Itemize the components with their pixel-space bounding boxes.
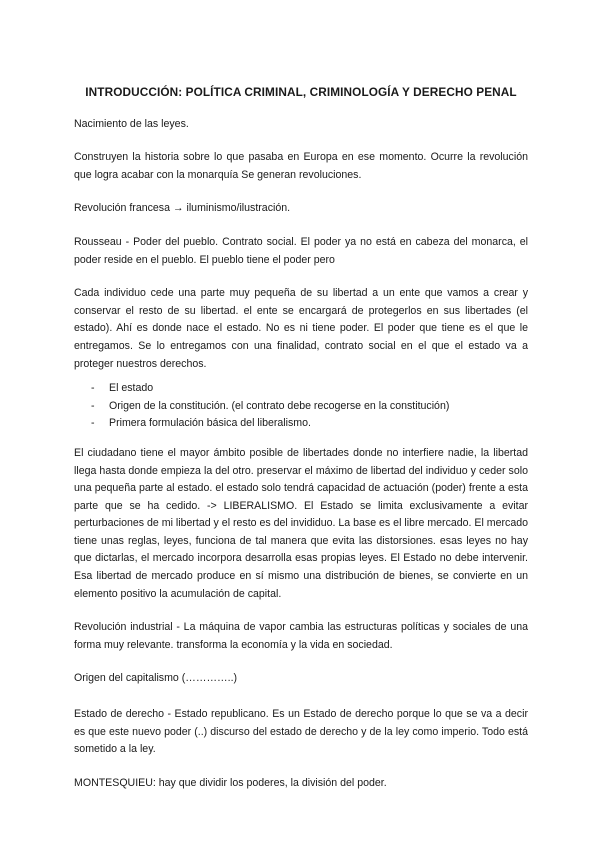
list-marker: -	[91, 417, 95, 430]
paragraph-revolucion-industrial: Revolución industrial - La máquina de vapor cambia las estructuras políticas y sociales de una forma muy relevante. transforma la economía y la vida en sociedad.	[74, 621, 528, 651]
list-item	[74, 415, 528, 433]
paragraph-revolucion-francesa: Revolución francesa → iluminismo/ilustración.	[74, 202, 291, 215]
list-marker: -	[91, 382, 95, 395]
paragraph-nacimiento: Nacimiento de las leyes.	[74, 117, 189, 130]
paragraph-contrato-social: Cada individuo cede una parte muy pequeña de su libertad a un ente que vamos a crear y conservar el resto de su libertad. el ente se encargará de protegerlos en sus libertades (el estado). Ahí es donde nace el estado. No es ni tiene poder. El poder que tiene es el que le entregamos. Se lo entregamos con una finalidad, contrato social en el que el estado va a proteger nuestros derechos.	[74, 287, 528, 370]
paragraph-rousseau: Rousseau - Poder del pueblo. Contrato social. El poder ya no está en cabeza del monarca, el poder reside en el pueblo. El pueblo tiene el poder pero	[74, 235, 528, 266]
paragraph-montesquieu: MONTESQUIEU: hay que dividir los poderes, la división del poder.	[74, 776, 387, 789]
list-item	[74, 380, 528, 398]
paragraph-historia: Construyen la historia sobre lo que pasaba en Europa en ese momento. Ocurre la revolución que logra acabar con la monarquía Se generan revoluciones.	[74, 151, 528, 181]
list-marker: -	[91, 399, 95, 412]
list-item	[74, 398, 528, 416]
paragraph-liberalismo: El ciudadano tiene el mayor ámbito posible de libertades donde no interfiere nadie, la libertad llega hasta donde empieza la del otro. preservar el máximo de libertad del individuo y ceder solo una pequeña parte al estado. el estado solo tendrá capacidad de actuación (poder) frente a esta parte que se ha cedido. -> LIBERALISMO. El Estado se limita exclusivamente a evitar perturbaciones de mi libertad y el resto es del invididuo. La base es el libre mercado. El mercado tiene unas reglas, leyes, funciona de tal manera que evita las distorsiones. esas leyes no hay que dictarlas, el mercado incorpora desarrolla esas propias leyes. El Estado no debe intervenir. Esa libertad de mercado produce en sí mismo una distribución de bienes, se convierte en un elemento positivo la acumulación de capital.	[74, 446, 529, 600]
list-item-text: Origen de la constitución. (el contrato debe recogerse en la constitución)	[109, 399, 450, 412]
document-title: INTRODUCCIÓN: POLÍTICA CRIMINAL, CRIMINOLOGÍA Y DERECHO PENAL	[85, 85, 517, 99]
bullet-list	[74, 380, 528, 433]
list-item-text: El estado	[109, 382, 154, 395]
paragraph-estado-derecho: Estado de derecho - Estado republicano. Es un Estado de derecho porque lo que se va a decir es que este nuevo poder (..) discurso del estado de derecho y de la ley como imperio. Todo está sometido a la ley.	[74, 708, 528, 756]
paragraph-capitalismo: Origen del capitalismo (…………..)	[74, 672, 238, 685]
list-item-text: Primera formulación básica del liberalismo.	[109, 417, 311, 430]
